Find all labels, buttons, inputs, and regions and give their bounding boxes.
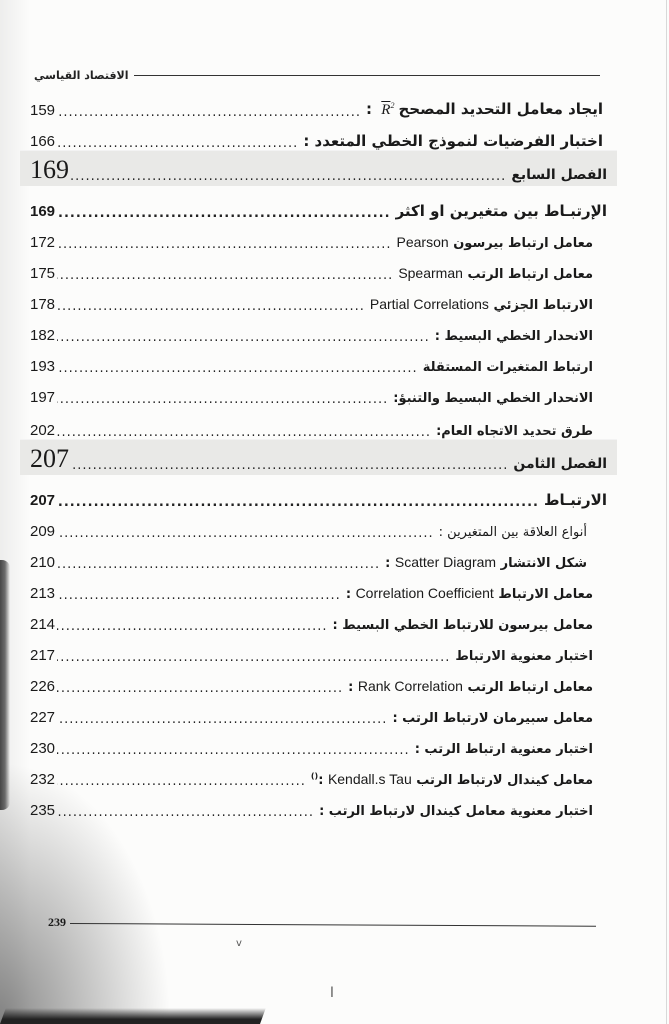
toc-entry[interactable] xyxy=(30,571,593,602)
dot-leader xyxy=(71,458,508,472)
toc-entry-title: الانحدار الخطي البسيط والتنبؤ: xyxy=(393,391,593,406)
toc-entry[interactable] xyxy=(30,788,593,819)
toc-entry-title: طرق تحديد الاتجاه العام: xyxy=(436,424,593,439)
toc-entry-title: اختبار معنوية ارتباط الرتب : xyxy=(414,742,593,757)
toc-page-number: 227 xyxy=(30,709,56,726)
table-of-contents xyxy=(30,88,607,819)
dot-leader xyxy=(57,362,418,375)
dot-leader xyxy=(57,426,431,439)
dot-leader xyxy=(57,393,388,406)
toc-section-heading[interactable] xyxy=(30,475,607,509)
toc-entry-title: معامل سبيرمان لارتباط الرتب : xyxy=(392,711,593,726)
toc-entry[interactable] xyxy=(30,509,587,540)
r-squared-adjusted-symbol: $\overline{R}^2$ xyxy=(381,101,395,118)
toc-entry-title: ايجاد معامل التحديد $المصحح\overline{R}^2$ : xyxy=(366,100,603,118)
toc-entry-title: اختبار معنوية الارتباط xyxy=(455,649,593,664)
toc-page-number: 232 xyxy=(30,771,56,788)
toc-chapter-seven[interactable] xyxy=(20,150,617,186)
running-header xyxy=(24,67,600,85)
toc-page-number: 230 xyxy=(30,740,56,757)
dot-leader xyxy=(57,806,314,819)
toc-entry[interactable] xyxy=(30,344,593,375)
page-edge xyxy=(666,0,667,1024)
header-rule xyxy=(134,75,600,76)
toc-entry[interactable] xyxy=(30,726,593,757)
toc-section-heading[interactable] xyxy=(30,186,607,220)
toc-entry[interactable] xyxy=(30,695,593,726)
toc-page-number: 210 xyxy=(30,554,56,571)
toc-entry[interactable] xyxy=(30,88,603,119)
stray-ink-mark: ا xyxy=(330,985,334,1001)
toc-entry[interactable] xyxy=(30,220,593,251)
toc-page-number: 209 xyxy=(30,523,56,540)
toc-entry-title: اختبار الفرضيات لنموذج الخطي المتعدد : xyxy=(303,132,603,150)
chapter-title: الفصل الثامن xyxy=(513,456,607,472)
toc-entry[interactable] xyxy=(30,633,593,664)
dot-leader xyxy=(57,682,343,695)
dot-leader xyxy=(57,135,298,150)
toc-entry[interactable] xyxy=(30,540,587,571)
toc-page-number: 213 xyxy=(30,585,56,602)
toc-entry[interactable] xyxy=(30,375,593,406)
toc-page-number: 169 xyxy=(30,203,56,220)
dot-leader xyxy=(57,269,393,282)
toc-entry-title: الانحدار الخطي البسيط : xyxy=(434,329,593,344)
toc-entry[interactable] xyxy=(30,406,593,439)
chapter-page-number: 207 xyxy=(30,444,69,473)
toc-page-number: 217 xyxy=(30,647,56,664)
footnote-marker: () xyxy=(310,771,319,781)
toc-entry-title: الارتباط الجزئي Partial Correlations xyxy=(369,296,593,313)
dot-leader xyxy=(57,104,361,119)
footer-page-number: 239 xyxy=(48,915,66,929)
toc-page-number: 235 xyxy=(30,802,56,819)
toc-entry[interactable] xyxy=(30,313,593,344)
section-heading-title: الإرتبـاط بين متغيرين او اكثر xyxy=(395,202,607,220)
footer-rule xyxy=(70,923,596,927)
dot-leader xyxy=(57,205,391,220)
toc-entry-title: شكل الانتشار Scatter Diagram : xyxy=(385,554,587,571)
toc-page-number: 214 xyxy=(30,616,56,633)
toc-entry[interactable] xyxy=(30,119,603,150)
toc-entry[interactable] xyxy=(30,664,593,695)
dot-leader xyxy=(57,775,306,788)
toc-entry-title: معامل الارتباط Correlation Coefficient : xyxy=(345,585,593,602)
toc-page-number: 202 xyxy=(30,422,56,439)
dot-leader xyxy=(57,300,365,313)
toc-entry[interactable] xyxy=(30,602,593,633)
dot-leader xyxy=(57,620,327,633)
toc-entry[interactable] xyxy=(30,251,593,282)
dot-leader xyxy=(71,169,506,183)
toc-page-number: 182 xyxy=(30,327,56,344)
running-footer xyxy=(48,915,596,929)
toc-page-number: 207 xyxy=(30,492,56,509)
toc-page-number: 159 xyxy=(30,102,56,119)
toc-entry-title: ارتباط المتغيرات المستقلة xyxy=(422,360,593,375)
toc-page-number: 226 xyxy=(30,678,56,695)
toc-page-number: 178 xyxy=(30,296,56,313)
chapter-title: الفصل السابع xyxy=(511,167,607,183)
book-title: الاقتصاد القياسي xyxy=(34,69,129,82)
toc-page-number: 193 xyxy=(30,358,56,375)
toc-chapter-eight[interactable] xyxy=(20,439,617,475)
toc-page-number: 197 xyxy=(30,389,56,406)
dot-leader xyxy=(57,651,450,664)
page-binding-shadow xyxy=(0,560,10,810)
toc-entry-title: أنواع العلاقة بين المتغيرين : xyxy=(438,525,587,540)
toc-entry-title: معامل كيندال لارتباط الرتب Kendall.s Tau :() xyxy=(310,771,593,788)
chapter-page-number: 169 xyxy=(30,155,69,184)
toc-page-number: 166 xyxy=(30,133,56,150)
toc-entry-title: معامل ارتباط الرتب Rank Correlation : xyxy=(348,678,593,695)
toc-entry[interactable] xyxy=(30,282,593,313)
toc-entry-title: اختبار معنوية معامل كيندال لارتباط الرتب : xyxy=(319,804,593,819)
toc-page-number: 175 xyxy=(30,265,56,282)
toc-page-number: 172 xyxy=(30,234,56,251)
dot-leader xyxy=(57,558,380,571)
dot-leader xyxy=(57,494,539,509)
dot-leader xyxy=(57,238,391,251)
stray-ink-mark: v xyxy=(236,938,242,949)
page-bottom-shadow xyxy=(0,1008,266,1024)
dot-leader xyxy=(57,331,430,344)
section-heading-title: الارتبـاط xyxy=(543,491,607,509)
dot-leader xyxy=(57,713,387,726)
toc-entry-title: معامل بيرسون للارتباط الخطي البسيط : xyxy=(332,618,593,633)
toc-entry[interactable] xyxy=(30,757,593,788)
toc-entry-title: معامل ارتباط بيرسون Pearson xyxy=(396,234,593,251)
toc-entry-title: معامل ارتباط الرتب Spearman xyxy=(398,265,593,282)
dot-leader xyxy=(57,744,410,757)
dot-leader xyxy=(57,589,341,602)
dot-leader xyxy=(57,527,434,540)
